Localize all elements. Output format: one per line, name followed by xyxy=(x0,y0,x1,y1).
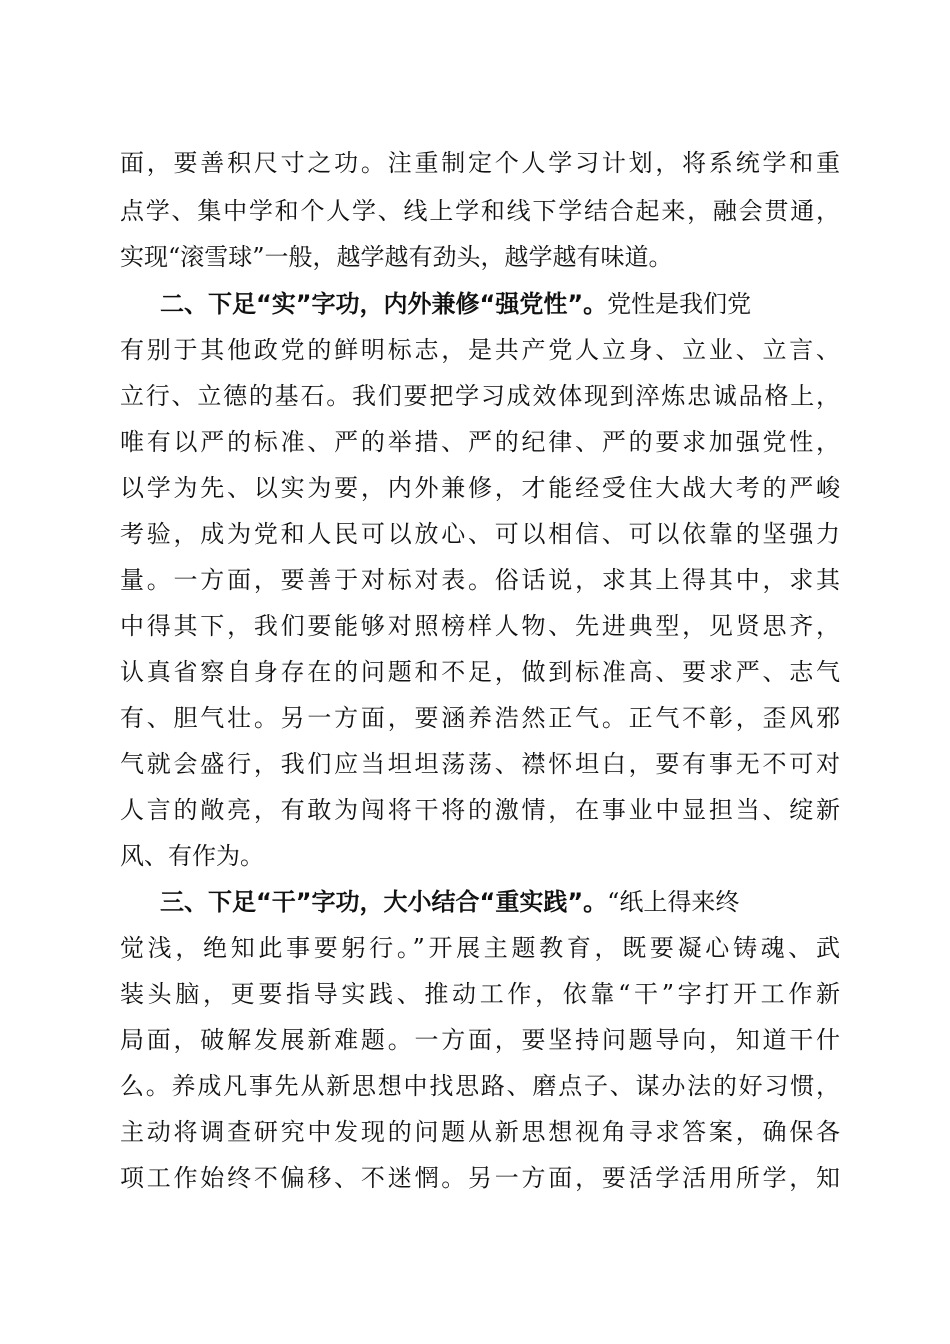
paragraph-2-line: 气就会盛行，我们应当坦坦荡荡、襟怀坦白，要有事无不可对 xyxy=(120,750,840,778)
paragraph-3-line: 么。养成凡事先从新思想中找思路、磨点子、谋办法的好习惯， xyxy=(120,1072,840,1100)
paragraph-3-heading: 三、下足“干”字功，大小结合“重实践”。 xyxy=(160,888,608,916)
paragraph-3-first-line xyxy=(160,882,840,922)
paragraph-2-line: 量。一方面，要善于对标对表。俗话说，求其上得其中，求其 xyxy=(120,566,840,594)
paragraph-3-line: 局面，破解发展新难题。一方面，要坚持问题导向，知道干什 xyxy=(120,1026,840,1054)
paragraph-2-first-line xyxy=(160,284,840,324)
paragraph-3-line: 主动将调查研究中发现的问题从新思想视角寻求答案，确保各 xyxy=(120,1118,840,1146)
paragraph-1-line-3: 实现“滚雪球”一般，越学越有劲头，越学越有味道。 xyxy=(120,243,673,271)
paragraph-2-first-line-rest: 党性是我们党 xyxy=(607,290,752,318)
paragraph-2-line: 有别于其他政党的鲜明标志，是共产党人立身、立业、立言、 xyxy=(120,336,840,364)
paragraph-2-line: 有、胆气壮。另一方面，要涵养浩然正气。正气不彰，歪风邪 xyxy=(120,704,840,732)
paragraph-2-line: 以学为先、以实为要，内外兼修，才能经受住大战大考的严峻 xyxy=(120,474,840,502)
paragraph-2-line: 立行、立德的基石。我们要把学习成效体现到淬炼忠诚品格上， xyxy=(120,382,840,410)
paragraph-3-first-line-rest: “纸上得来终 xyxy=(607,888,740,916)
paragraph-2-line: 考验，成为党和人民可以放心、可以相信、可以依靠的坚强力 xyxy=(120,520,840,548)
paragraph-1-line-1: 面，要善积尺寸之功。注重制定个人学习计划，将系统学和重 xyxy=(120,149,840,177)
paragraph-3-line: 觉浅，绝知此事要躬行。”开展主题教育，既要凝心铸魂、武 xyxy=(120,934,840,962)
paragraph-2-line: 风、有作为。 xyxy=(120,842,264,870)
paragraph-2-line: 认真省察自身存在的问题和不足，做到标准高、要求严、志气 xyxy=(120,658,840,686)
paragraph-2-line: 唯有以严的标准、严的举措、严的纪律、严的要求加强党性， xyxy=(120,428,840,456)
paragraph-2-line: 中得其下，我们要能够对照榜样人物、先进典型，见贤思齐， xyxy=(120,612,840,640)
paragraph-2-line: 人言的敞亮，有敢为闯将干将的激情，在事业中显担当、绽新 xyxy=(120,796,840,824)
paragraph-1-line-2: 点学、集中学和个人学、线上学和线下学结合起来，融会贯通， xyxy=(120,197,840,225)
paragraph-3-line: 项工作始终不偏移、不迷惘。另一方面，要活学活用所学，知 xyxy=(120,1164,840,1192)
paragraph-2-heading: 二、下足“实”字功，内外兼修“强党性”。 xyxy=(160,290,608,318)
paragraph-3-line: 装头脑，更要指导实践、推动工作，依靠“干”字打开工作新 xyxy=(120,980,840,1008)
